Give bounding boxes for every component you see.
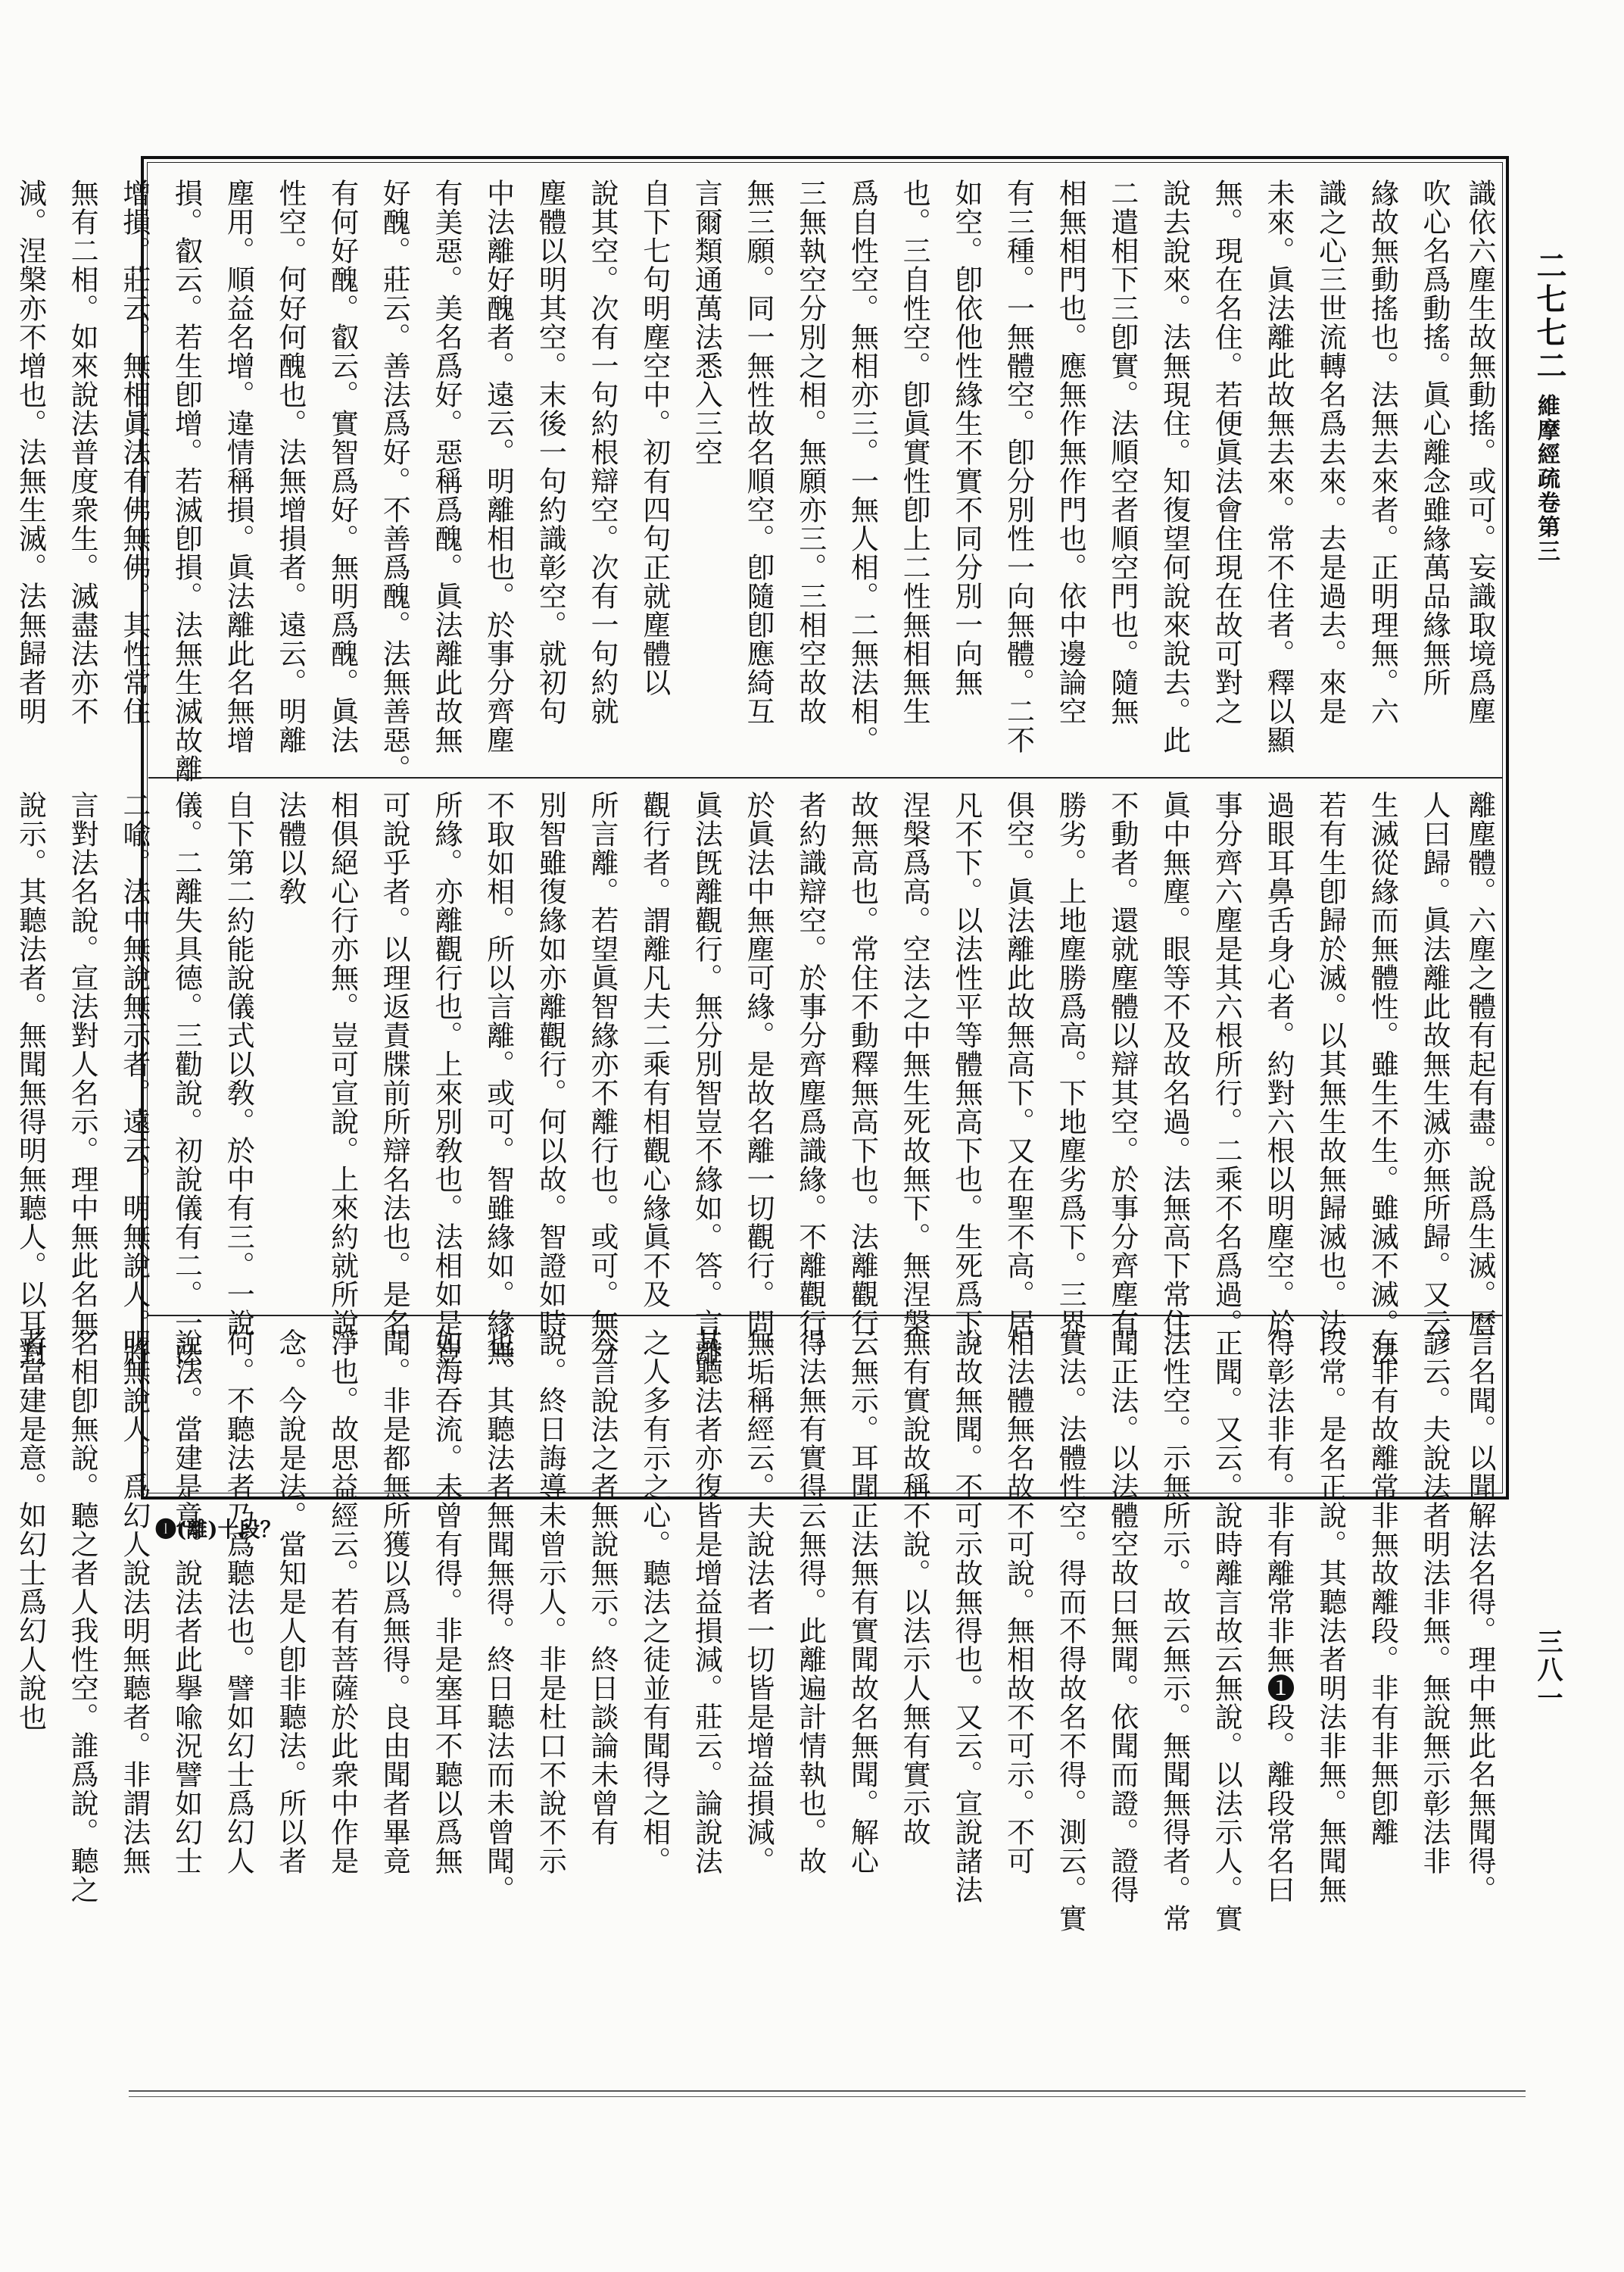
text-column: 有非有故離常非無故離段。非有非無卽離 bbox=[1366, 1328, 1399, 1846]
text-column: 凡不下。以法性平等體無高下也。生死爲下。 bbox=[949, 791, 983, 1366]
text-column: 無有實說故稱不說。以法示人無有實示故 bbox=[898, 1328, 931, 1846]
text-column: 無垢稱經云。夫說法者一切皆是增益損減。 bbox=[742, 1328, 775, 1875]
text-column: 法體以敎 bbox=[273, 791, 307, 906]
text-column: 人曰歸。眞法離此故無生滅亦無所歸。又云。 bbox=[1418, 791, 1451, 1366]
text-column: 也。其聽法者無聞無得。終日聽法而未曾聞。 bbox=[482, 1328, 515, 1904]
text-column: 勝劣。上地塵勝爲高。下地塵劣爲下。三界 bbox=[1054, 791, 1087, 1337]
text-column: 識之心三世流轉名爲去來。去是過去。來是 bbox=[1314, 179, 1347, 726]
text-column: 二喩。法中無說無示者。遠云。明無說人。將 bbox=[117, 791, 151, 1366]
text-column: 損。叡云。若生卽增。若滅卽損。法無生滅故離 bbox=[170, 179, 203, 783]
text-column: 三無執空分別之相。無願亦三。三相空故故 bbox=[793, 179, 827, 726]
text-column: 性空。何好何醜也。法無增損者。遠云。明離 bbox=[273, 179, 307, 754]
text-column: 得法無有實得云無得。此離遍計情執也。故 bbox=[793, 1328, 827, 1875]
text-column: 諺云。夫說法者明法非無。無說無示彰法非 bbox=[1418, 1328, 1451, 1875]
text-column: 無三願。同一無性故名順空。卽隨卽應綺互 bbox=[742, 179, 775, 726]
text-column: 二遣相下三卽實。法順空者順空門也。隨無 bbox=[1105, 179, 1139, 726]
text-column: 如海吞流。未曾有得。非是塞耳不聽以爲無 bbox=[429, 1328, 463, 1875]
text-column: 未來。眞法離此故無去來。常不住者。釋以顯 bbox=[1261, 179, 1295, 754]
text-column: 無。現在名住。若便眞法會住現在故可對之 bbox=[1210, 179, 1243, 726]
text-column: 淨也。故思益經云。若有菩薩於此衆中作是 bbox=[326, 1328, 359, 1875]
text-column: 爲自性空。無相亦三。一無人相。二無法相。 bbox=[846, 179, 879, 754]
text-column: 之人多有示之心。聽法之徒並有聞得之相。 bbox=[637, 1328, 671, 1875]
bottom-rule-2 bbox=[129, 2096, 1526, 2097]
text-column: 俱空。眞法離此故無高下。又在聖不高。居 bbox=[1002, 791, 1035, 1337]
text-column: 其聽法者亦復皆是增益損減。莊云。論說法 bbox=[690, 1328, 723, 1875]
text-column: 所言離。若望眞智緣亦不離行也。或可。無分 bbox=[586, 791, 619, 1366]
footnote: ❶(離)十段？ bbox=[155, 1517, 282, 1542]
text-column: 說示。其聽法者。無聞無得明無聽人。以耳對 bbox=[14, 791, 47, 1366]
text-column: 所緣。亦離觀行也。上來別敎也。法相如是豈 bbox=[429, 791, 463, 1366]
page-number-left: 二七七二 bbox=[1532, 250, 1567, 383]
text-column: 聞正法。以法體空故曰無聞。依聞而證。證得 bbox=[1105, 1328, 1139, 1904]
text-column: 何。不聽法者乃爲聽法也。譬如幻士爲幻人 bbox=[222, 1328, 255, 1875]
text-column: 說去說來。法無現住。知復望何說來說去。此 bbox=[1158, 179, 1191, 754]
text-column: 不取如相。所以言離。或可。智雖緣如。緣無 bbox=[482, 791, 515, 1366]
text-column: 今言說法之者無說無示。終日談論未曾有 bbox=[586, 1328, 619, 1846]
text-column: 說。終日誨導未曾示人。非是杜口不說不示 bbox=[534, 1328, 567, 1875]
text-column: 說故無聞。不可示故無得也。又云。宣說諸法 bbox=[949, 1328, 983, 1904]
text-column: 離塵體。六塵之體有起有盡。說爲生滅。曆 bbox=[1463, 791, 1496, 1337]
text-column: 生滅從緣而無體性。雖生不生。雖滅不滅。法 bbox=[1366, 791, 1399, 1366]
text-column: 有何好醜。叡云。實智爲好。無明爲醜。眞法 bbox=[326, 179, 359, 754]
text-column: 明無說人。爲幻人說法明無聽者。非謂法無 bbox=[117, 1328, 151, 1875]
text-column: 正聞。又云。說時離言故云無說。以法示人。實 bbox=[1210, 1328, 1243, 1933]
text-column: 聞。非是都無所獲以爲無得。良由聞者畢竟 bbox=[378, 1328, 411, 1875]
text-column: 段常。是名正說。其聽法者明法非無。無聞無 bbox=[1314, 1328, 1347, 1904]
bottom-rule-1 bbox=[129, 2090, 1526, 2092]
text-column: 相無相門也。應無作無作門也。依中邊論空 bbox=[1054, 179, 1087, 726]
text-column: 可說乎者。以理返責牒前所辯名法也。是名 bbox=[378, 791, 411, 1337]
text-column: 者約識辯空。於事分齊塵爲識緣。不離觀行。 bbox=[793, 791, 827, 1366]
text-column: 儀。二離失具德。三勸說。初說儀有二。一法。 bbox=[170, 791, 203, 1395]
text-column: 自下第二約能說儀式以敎。於中有三。一說 bbox=[222, 791, 255, 1337]
band-divider-upper bbox=[148, 777, 1502, 779]
text-column: 中法離好醜者。遠云。明離相也。於事分齊塵 bbox=[482, 179, 515, 754]
text-column: 言爾類通萬法悉入三空 bbox=[690, 179, 723, 467]
text-column: 塵體以明其空。末後一句約識彰空。就初句 bbox=[534, 179, 567, 726]
text-column: 故無高也。常住不動釋無高下也。法離觀行 bbox=[846, 791, 879, 1337]
text-column: 不動者。還就塵體以辯其空。於事分齊塵有 bbox=[1105, 791, 1139, 1337]
text-column: 增損。莊云。無相眞法有佛無佛。其性常住 bbox=[117, 179, 151, 726]
text-column: 相俱絕心行亦無。豈可宣說。上來約就所說 bbox=[326, 791, 359, 1337]
text-column: 觀行者。謂離凡夫二乘有相觀心緣眞不及 bbox=[637, 791, 671, 1309]
text-column: 識依六塵生故無動搖。或可。妄識取境爲塵 bbox=[1463, 179, 1496, 726]
text-column: 說其空。次有一句約根辯空。次有一句約就 bbox=[586, 179, 619, 726]
text-column: 如空。卽依他性緣生不實不同分別一向無 bbox=[949, 179, 983, 697]
text-column: 眞中無塵。眼等不及故名過。法無高下常住 bbox=[1158, 791, 1191, 1337]
text-column: 有美惡。美名爲好。惡稱爲醜。眞法離此故無 bbox=[429, 179, 463, 754]
text-column: 法性空。示無所示。故云無示。無聞無得者。常 bbox=[1158, 1328, 1191, 1933]
text-column: 自下七句明塵空中。初有四句正就塵體以 bbox=[637, 179, 671, 697]
text-column: 過眼耳鼻舌身心者。約對六根以明塵空。於 bbox=[1261, 791, 1295, 1337]
text-band-top bbox=[14, 179, 1496, 783]
text-column: 實法。法體性空。得而不得故名不得。測云。實 bbox=[1054, 1328, 1087, 1933]
text-column: 緣故無動搖也。法無去來者。正明理無。六 bbox=[1366, 179, 1399, 726]
text-column: 眞法旣離觀行。無分別智豈不緣如。答。言離 bbox=[690, 791, 723, 1366]
text-column: 於眞法中無塵可緣。是故名離一切觀行。問。 bbox=[742, 791, 775, 1366]
text-column: 言對法名說。宣法對人名示。理中無此名無 bbox=[66, 791, 99, 1337]
text-column: 事分齊六塵是其六根所行。二乘不名爲過。 bbox=[1210, 791, 1243, 1337]
text-column: 言名聞。以聞解法名得。理中無此名無聞得。 bbox=[1463, 1328, 1496, 1904]
text-column: 無有二相。如來說法普度衆生。滅盡法亦不 bbox=[66, 179, 99, 726]
text-column: 者當建是意。如幻士爲幻人說也 bbox=[14, 1328, 47, 1731]
text-column: 得彰法非有。非有離常非無❶段。離段常名曰 bbox=[1261, 1328, 1295, 1904]
text-column: 也。三自性空。卽眞實性卽上二性無相無生 bbox=[898, 179, 931, 726]
page-number-right: 三八一 bbox=[1532, 1628, 1563, 1712]
text-column: 減。涅槃亦不增也。法無生滅。法無歸者明 bbox=[14, 179, 47, 726]
text-column: 別智雖復緣如亦離觀行。何以故。智證如時 bbox=[534, 791, 567, 1337]
text-column: 涅槃爲高。空法之中無生死故無下。無涅槃 bbox=[898, 791, 931, 1337]
text-column: 相法體無名故不可說。無相故不可示。不可 bbox=[1002, 1328, 1035, 1875]
text-column: 若有生卽歸於滅。以其無生故無歸滅也。法 bbox=[1314, 791, 1347, 1337]
text-band-middle bbox=[14, 791, 1496, 1395]
text-column: 塵用。順益名增。違情稱損。眞法離此名無增 bbox=[222, 179, 255, 754]
text-column: 念。今說是法。當知是人卽非聽法。所以者 bbox=[273, 1328, 307, 1875]
text-column: 吹心名爲動搖。眞心離念雖緣萬品緣無所 bbox=[1418, 179, 1451, 697]
text-column: 云無示。耳聞正法無有實聞故名無聞。解心 bbox=[846, 1328, 879, 1875]
text-column: 說法。當建是意。說法者此擧喩況譬如幻士 bbox=[170, 1328, 203, 1875]
text-column: 名相卽無說。聽之者人我性空。誰爲說。聽之 bbox=[66, 1328, 99, 1904]
book-title: 維摩經疏卷第三 bbox=[1533, 394, 1560, 563]
text-column: 有三種。一無體空。卽分別性一向無體。二不 bbox=[1002, 179, 1035, 754]
text-column: 好醜。莊云。善法爲好。不善爲醜。法無善惡。 bbox=[378, 179, 411, 783]
